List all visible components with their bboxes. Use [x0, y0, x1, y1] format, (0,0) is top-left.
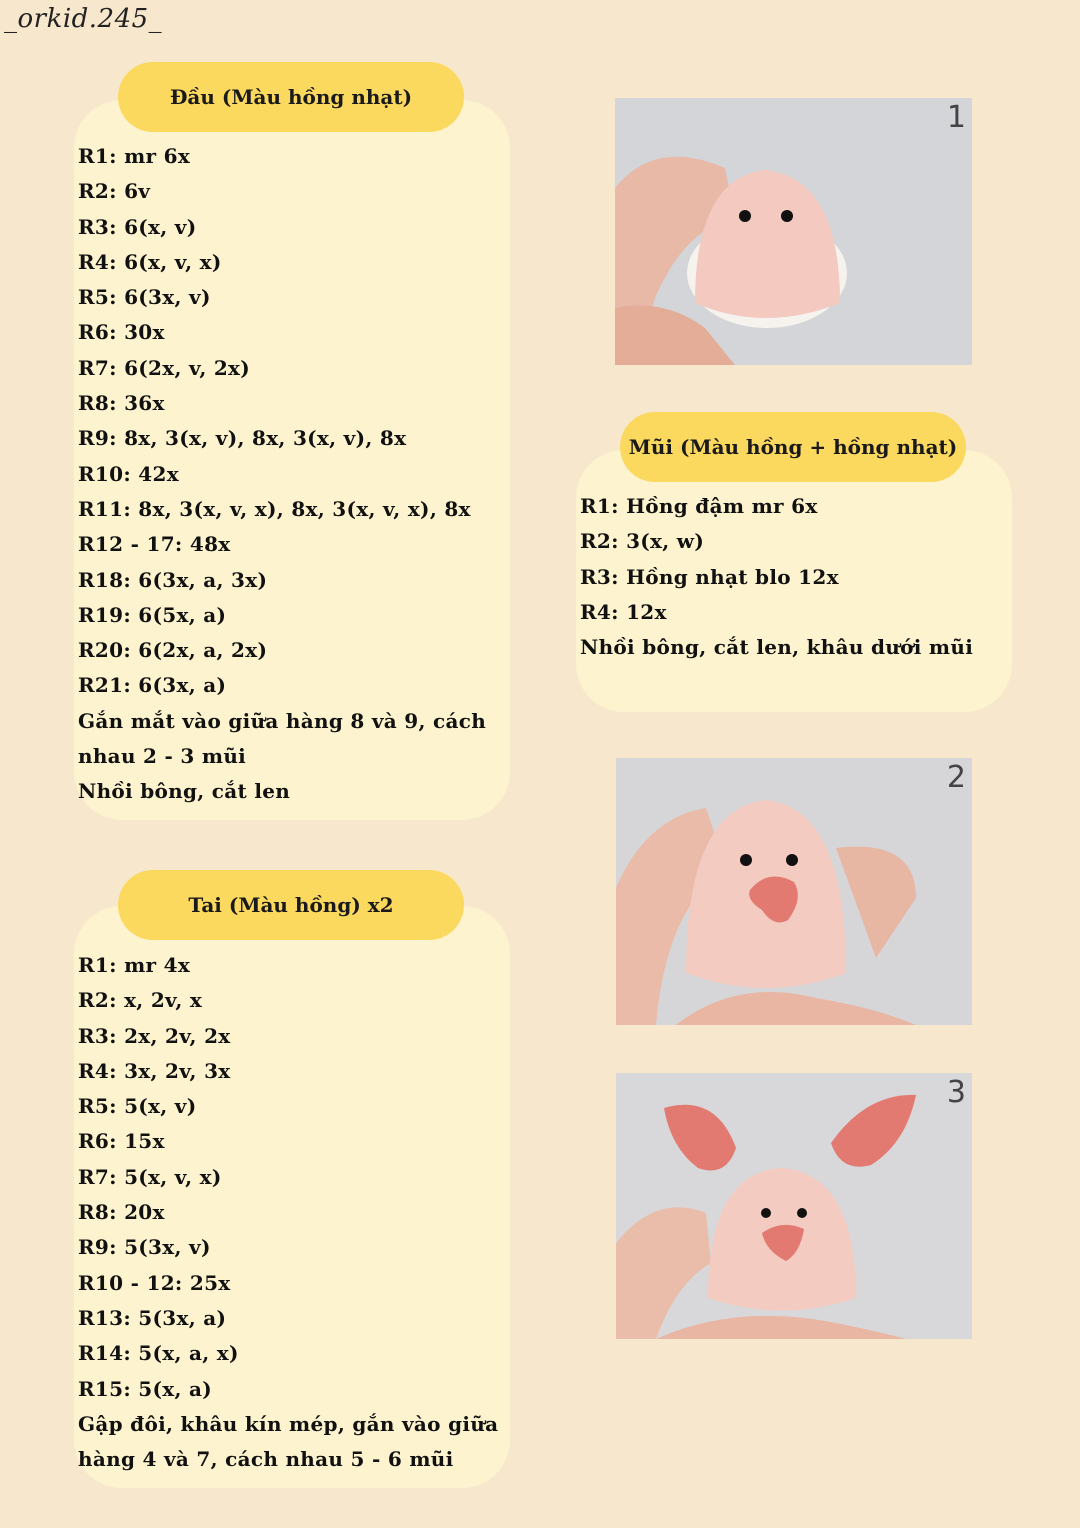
head-instruction-line: R9: 8x, 3(x, v), 8x, 3(x, v), 8x	[78, 426, 407, 451]
head-instructions-list	[78, 139, 486, 810]
head-instruction-line: R18: 6(3x, a, 3x)	[78, 567, 268, 592]
head-instruction-line: R6: 30x	[78, 320, 165, 345]
nose-instruction-line: R2: 3(x, w)	[580, 529, 705, 554]
nose-instructions-list	[580, 489, 973, 665]
nose-section-title: Mũi (Màu hồng + hồng nhạt)	[620, 412, 966, 482]
head-instruction-line: R19: 6(5x, a)	[78, 602, 227, 627]
head-instruction-line: R8: 36x	[78, 391, 165, 416]
pig-head-photo-icon	[615, 98, 972, 365]
ear-instruction-line: R14: 5(x, a, x)	[78, 1341, 239, 1366]
step-number-3: 3	[946, 1075, 966, 1110]
nose-instruction-line: Nhồi bông, cắt len, khâu dưới mũi	[580, 635, 974, 660]
ear-instruction-line: R5: 5(x, v)	[78, 1094, 197, 1119]
ear-instruction-line: R1: mr 4x	[78, 953, 191, 977]
head-instruction-line: Gắn mắt vào giữa hàng 8 và 9, cách	[78, 708, 487, 733]
nose-instruction-line: R4: 12x	[580, 599, 667, 624]
ear-instruction-line: R2: x, 2v, x	[78, 988, 203, 1013]
ear-instruction-line: R10 - 12: 25x	[78, 1270, 231, 1295]
head-instruction-line: R2: 6v	[78, 179, 151, 204]
ear-instruction-line: R3: 2x, 2v, 2x	[78, 1023, 231, 1048]
ear-instruction-line: R13: 5(3x, a)	[78, 1305, 227, 1330]
ear-instruction-line: R15: 5(x, a)	[78, 1376, 213, 1401]
ear-section-title: Tai (Màu hồng) x2	[118, 870, 464, 940]
pig-head-with-nose-photo-icon	[616, 758, 972, 1025]
ear-instruction-line: R9: 5(3x, v)	[78, 1235, 211, 1260]
head-instruction-line: R21: 6(3x, a)	[78, 673, 227, 698]
head-instruction-line: nhau 2 - 3 mũi	[78, 744, 247, 769]
nose-instruction-line: R3: Hồng nhạt blo 12x	[580, 564, 839, 589]
ear-instruction-line: hàng 4 và 7, cách nhau 5 - 6 mũi	[78, 1447, 454, 1472]
ear-instruction-line: R4: 3x, 2v, 3x	[78, 1058, 231, 1083]
step-photo-2	[616, 758, 972, 1025]
step-photo-1	[615, 98, 972, 365]
head-instruction-line: R12 - 17: 48x	[78, 532, 231, 557]
brand-signature: _orkid.245_	[4, 4, 163, 34]
head-section-title: Đầu (Màu hồng nhạt)	[118, 62, 464, 132]
pig-head-with-ears-photo-icon	[616, 1073, 972, 1339]
ear-instructions-list	[78, 948, 498, 1477]
ear-instruction-line: Gập đôi, khâu kín mép, gắn vào giữa	[78, 1411, 499, 1436]
ear-instruction-line: R7: 5(x, v, x)	[78, 1164, 222, 1189]
head-instruction-line: R11: 8x, 3(x, v, x), 8x, 3(x, v, x), 8x	[78, 496, 471, 521]
head-instruction-line: R3: 6(x, v)	[78, 214, 197, 239]
head-instruction-line: R4: 6(x, v, x)	[78, 249, 222, 274]
ear-instruction-line: R6: 15x	[78, 1129, 165, 1154]
head-instruction-line: R7: 6(2x, v, 2x)	[78, 355, 251, 380]
step-photo-3	[616, 1073, 972, 1339]
step-number-1: 1	[946, 100, 966, 135]
head-instruction-line: R10: 42x	[78, 461, 179, 486]
head-instruction-line: R5: 6(3x, v)	[78, 285, 211, 310]
head-instruction-line: R20: 6(2x, a, 2x)	[78, 638, 268, 663]
ear-instruction-line: R8: 20x	[78, 1200, 165, 1225]
head-instruction-line: R1: mr 6x	[78, 144, 191, 168]
step-number-2: 2	[946, 760, 966, 795]
nose-instruction-line: R1: Hồng đậm mr 6x	[580, 494, 818, 518]
head-instruction-line: Nhồi bông, cắt len	[78, 779, 291, 804]
